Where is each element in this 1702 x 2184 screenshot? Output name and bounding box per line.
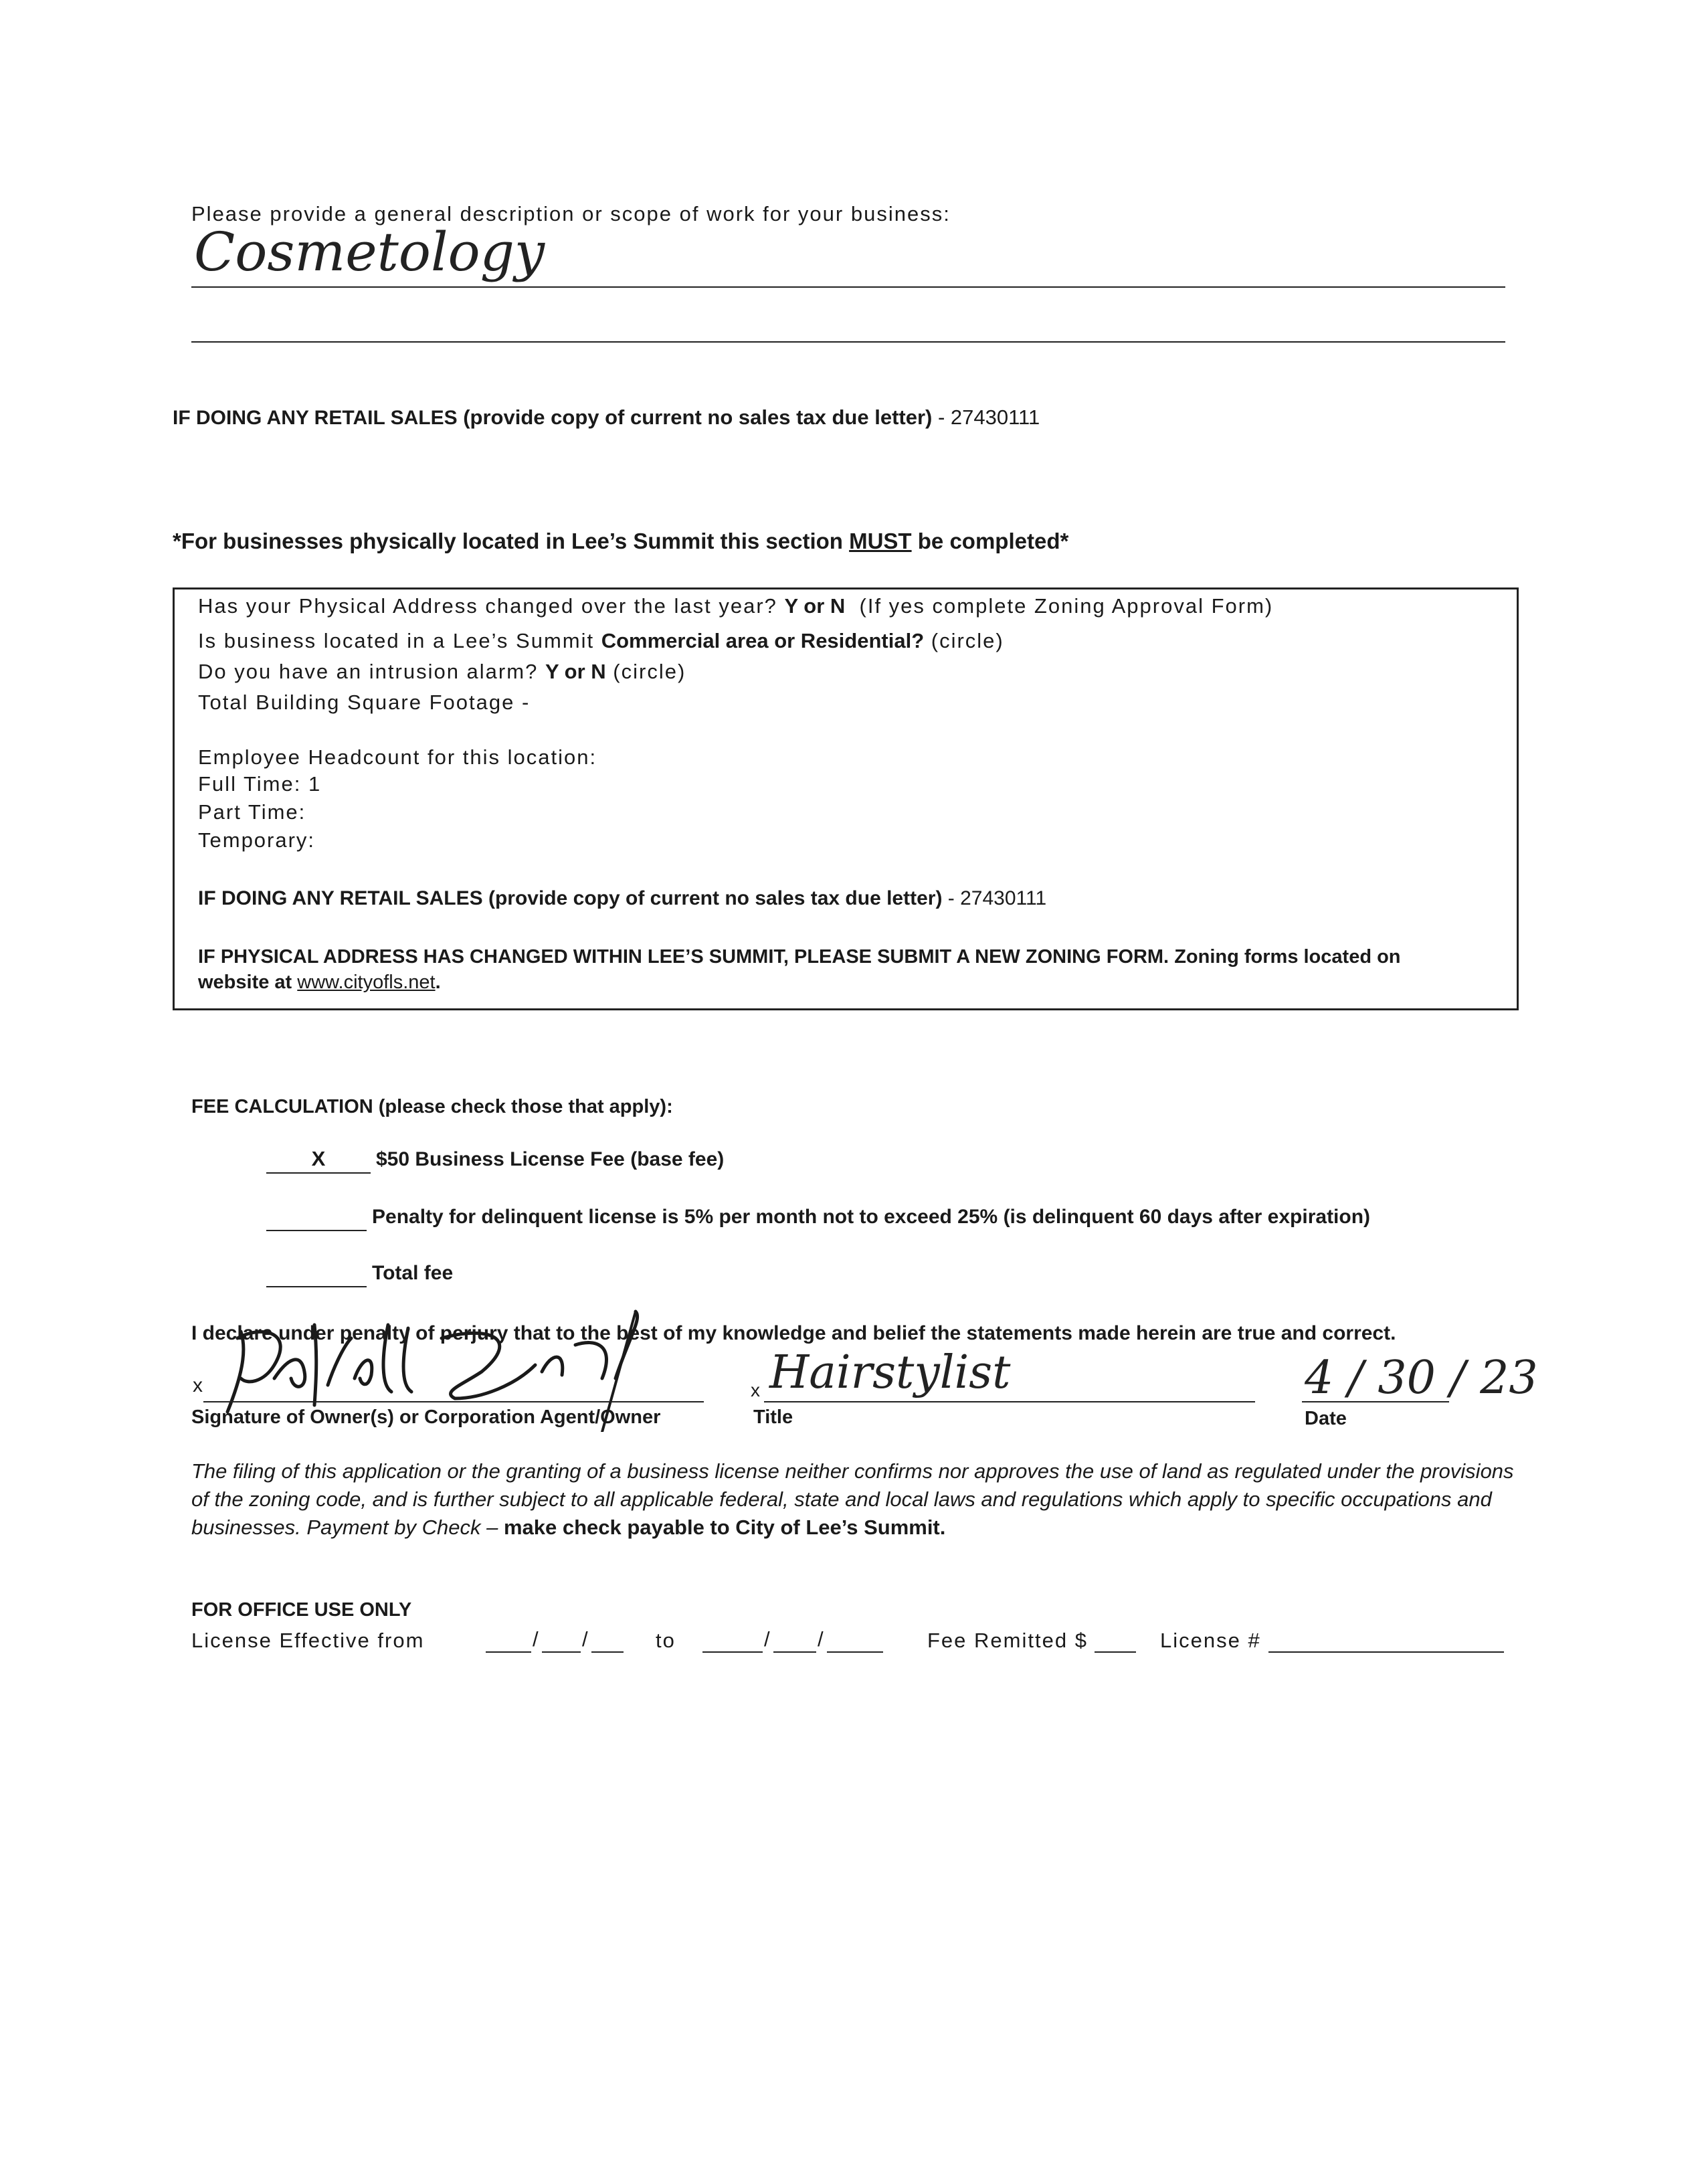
fee-item-3-label: Total fee (372, 1262, 454, 1284)
fee-remitted-label: Fee Remitted $ (927, 1629, 1088, 1652)
part-time: Part Time: (198, 800, 306, 824)
signature-x: x (193, 1374, 203, 1396)
fee-item-2-blank (266, 1230, 367, 1231)
title-line (764, 1401, 1255, 1402)
from-month-blank (486, 1651, 531, 1653)
to-month-blank (702, 1651, 763, 1653)
location-note: (circle) (931, 629, 1004, 652)
title-x: x (751, 1380, 760, 1400)
office-use-heading: FOR OFFICE USE ONLY (191, 1599, 412, 1621)
zoning-note-website-label: website at (198, 972, 292, 993)
fee-item-3-checkbox[interactable] (266, 1261, 367, 1287)
date-value[interactable]: 4 / 30 / 23 (1305, 1352, 1538, 1404)
zoning-note-tail: Zoning forms located on (1174, 946, 1401, 968)
alarm-question (198, 660, 686, 684)
to-slash-2: / (818, 1627, 824, 1651)
address-changed-yn[interactable]: Y or N (784, 594, 846, 618)
fee-item-3-blank (266, 1286, 367, 1287)
box-retail-sales-line (198, 887, 1046, 910)
disclaimer-bold: make check payable to City of Lee’s Summit. (503, 1516, 946, 1539)
signature-label: Signature of Owner(s) or Corporation Agent/Owner (191, 1406, 661, 1428)
from-year-blank (591, 1651, 624, 1653)
box-retail-label: IF DOING ANY RETAIL SALES (198, 887, 483, 909)
declaration-text: I declare under penalty of perjury that to the best of my knowledge and belief the statements made herein are true and correct. (191, 1322, 1396, 1344)
address-changed-note: (If yes complete Zoning Approval Form) (859, 594, 1274, 618)
description-prompt: Please provide a general description or scope of work for your business: (191, 202, 951, 225)
title-label: Title (753, 1406, 793, 1428)
retail-sales-line (173, 405, 1040, 430)
alarm-note: (circle) (613, 660, 686, 683)
fee-item-1-blank (266, 1172, 371, 1174)
disclaimer (191, 1457, 1523, 1542)
retail-sales-note: (provide copy of current no sales tax due letter) (463, 405, 933, 429)
location-question (198, 629, 1004, 653)
from-slash-2: / (582, 1627, 588, 1651)
box-retail-note: (provide copy of current no sales tax due letter) (488, 887, 943, 909)
fee-item-2-checkbox[interactable] (266, 1204, 367, 1231)
to-year-blank (827, 1651, 883, 1653)
retail-sales-label: IF DOING ANY RETAIL SALES (173, 407, 458, 429)
signature-line (203, 1401, 704, 1402)
to-slash-1: / (764, 1627, 770, 1651)
from-slash-1: / (533, 1627, 539, 1651)
fee-item-1-checkbox[interactable] (266, 1147, 371, 1174)
to-label: to (656, 1629, 676, 1652)
alarm-yn[interactable]: Y or N (545, 660, 606, 683)
effective-from-date-field[interactable] (486, 1627, 646, 1654)
description-line-1 (191, 286, 1505, 288)
fee-calculation-heading: FEE CALCULATION (please check those that apply): (191, 1096, 673, 1117)
heading-post: be completed* (911, 529, 1069, 553)
to-day-blank (773, 1651, 816, 1653)
from-day-blank (542, 1651, 581, 1653)
zoning-note-line-1 (198, 946, 1401, 968)
zoning-website-link[interactable]: www.cityofls.net (297, 972, 436, 993)
description-answer[interactable]: Cosmetology (194, 221, 545, 283)
heading-pre: *For businesses physically located in Lee’s Summit this section (173, 529, 850, 553)
temporary: Temporary: (198, 828, 316, 852)
fee-item-2-label: Penalty for delinquent license is 5% per month not to exceed 25% (is delinquent 60 days after expiration) (372, 1206, 1371, 1228)
fee-remitted-field[interactable] (1095, 1651, 1136, 1653)
box-retail-value: - 27430111 (947, 887, 1047, 909)
license-number-label: License # (1160, 1629, 1261, 1652)
date-label: Date (1305, 1408, 1347, 1429)
effective-to-date-field[interactable] (702, 1627, 923, 1654)
fee-item-1-label: $50 Business License Fee (base fee) (376, 1148, 725, 1170)
fee-item-1-mark: X (311, 1147, 326, 1170)
description-line-2 (191, 341, 1505, 343)
location-options[interactable]: Commercial area or Residential? (601, 629, 925, 652)
effective-label: License Effective from (191, 1629, 425, 1652)
date-line (1302, 1401, 1449, 1402)
license-number-field[interactable] (1268, 1651, 1504, 1653)
location-q-text: Is business located in a Lee’s Summit (198, 629, 595, 652)
lees-summit-heading (173, 529, 1068, 554)
zoning-note-line-2 (198, 972, 441, 994)
retail-sales-value: - 27430111 (937, 405, 1040, 429)
heading-must: MUST (849, 529, 912, 553)
title-value[interactable]: Hairstylist (769, 1346, 1011, 1399)
full-time: Full Time: 1 (198, 772, 322, 796)
alarm-q-text: Do you have an intrusion alarm? (198, 660, 539, 683)
zoning-note-bold: IF PHYSICAL ADDRESS HAS CHANGED WITHIN LEE’S SUMMIT, PLEASE SUBMIT A NEW ZONING FORM. (198, 946, 1169, 968)
square-footage: Total Building Square Footage - (198, 691, 531, 714)
address-changed-q-text: Has your Physical Address changed over the last year? (198, 594, 777, 618)
headcount-label: Employee Headcount for this location: (198, 745, 597, 769)
zoning-period: . (435, 972, 441, 993)
disclaimer-italic: The filing of this application or the granting of a business license neither confirms nor approves the use of land as regulated under the provisions of the zoning code, and is further subject to all applicable federal, state and local laws and regulations which apply to specific occupations and businesses. Payment by Check – (191, 1459, 1514, 1539)
address-changed-question (198, 594, 1273, 618)
